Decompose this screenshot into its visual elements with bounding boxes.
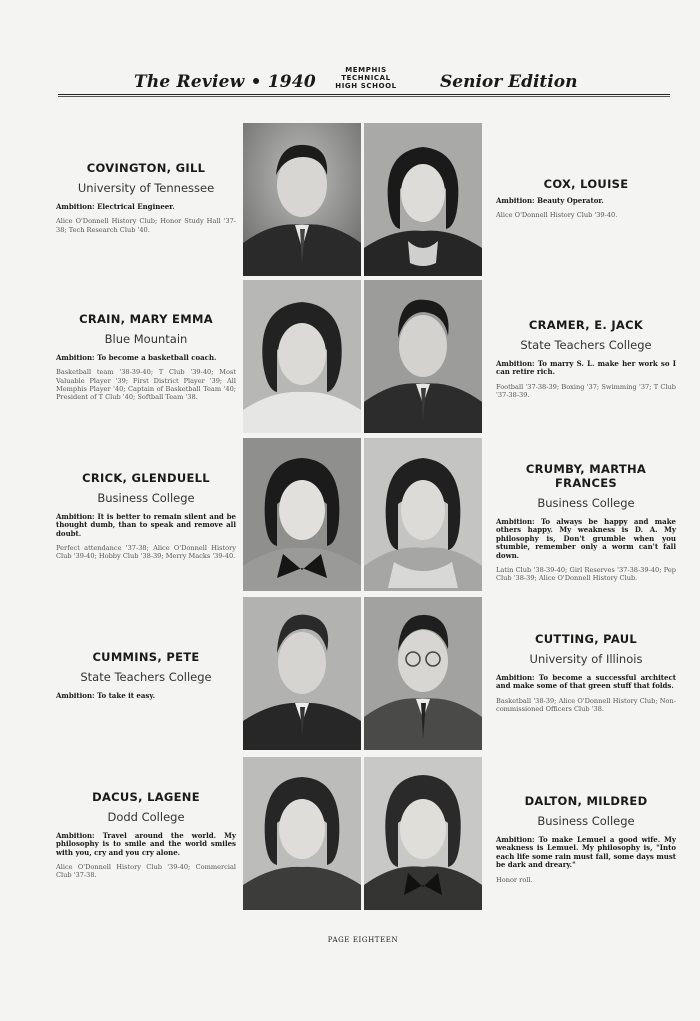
student-entry: [56, 161, 236, 234]
student-entry: [496, 462, 676, 582]
student-name: COX, LOUISE: [543, 177, 629, 191]
portrait-photo: [364, 123, 482, 276]
student-name: CUMMINS, PETE: [92, 650, 200, 664]
portrait-photo: [243, 597, 361, 750]
portrait-photo: [243, 757, 361, 910]
student-name: CRICK, GLENDUELL: [82, 471, 210, 485]
student-entry: [56, 650, 236, 706]
student-activities: Perfect attendance '37-38; Alice O'Donnell History Club '39-40; Hobby Club '38-39; Merry Macks '39-40.: [56, 544, 236, 561]
student-ambition: Ambition: To become a basketball coach.: [56, 353, 217, 362]
student-entry: [56, 312, 236, 401]
student-activities: Alice O'Donnell History Club '39-40.: [496, 211, 618, 220]
portrait-photo: [243, 280, 361, 433]
portrait-photo: [364, 597, 482, 750]
student-school: State Teachers College: [80, 670, 212, 684]
masthead-title: The Review • 1940: [134, 72, 316, 92]
student-entry: [496, 318, 676, 399]
student-entry: [496, 632, 676, 713]
student-entry: [496, 794, 676, 884]
student-activities: Alice O'Donnell History Club; Honor Study Hall '37-38; Tech Research Club '40.: [56, 217, 236, 234]
student-school: University of Illinois: [529, 652, 643, 666]
student-entry: [496, 177, 676, 220]
student-activities: Football '37-38-39; Boxing '37; Swimming '37; T Club '37-38-39.: [496, 382, 676, 400]
page-number: PAGE EIGHTEEN: [327, 936, 399, 944]
student-name: CRUMBY, MARTHA FRANCES: [525, 462, 647, 490]
masthead: [58, 66, 670, 96]
portrait-photo: [243, 438, 361, 591]
masthead-school: MEMPHIS TECHNICAL HIGH SCHOOL: [335, 66, 397, 90]
student-activities: Honor roll.: [496, 875, 533, 884]
student-ambition: Ambition: Travel around the world. My philosophy is to smile and the world smiles with you, cry and you cry alone.: [56, 831, 236, 857]
student-name: CUTTING, PAUL: [535, 632, 637, 646]
student-ambition: Ambition: To marry S. L. make her work so I can retire rich.: [496, 359, 676, 377]
student-ambition: Ambition: Electrical Engineer.: [56, 202, 175, 211]
portrait-photo: [243, 123, 361, 276]
student-entry: [56, 790, 236, 880]
student-name: COVINGTON, GILL: [86, 161, 206, 175]
portrait-photo: [364, 757, 482, 910]
student-ambition: Ambition: To make Lemuel a good wife. My weakness is Lemuel. My philosophy is, "Into each life some rain must fall, some days must be dark and dreary.": [496, 835, 676, 870]
student-ambition: Ambition: To take it easy.: [56, 691, 156, 700]
masthead-edition: Senior Edition: [440, 72, 578, 92]
portrait-photo: [364, 280, 482, 433]
student-school: Business College: [97, 491, 195, 505]
student-activities: Latin Club '38-39-40; Girl Reserves '37-38-39-40; Pep Club '38-39; Alice O'Donnell History Club.: [496, 566, 676, 583]
student-name: DACUS, LAGENE: [92, 790, 200, 804]
student-ambition: Ambition: Beauty Operator.: [496, 196, 604, 205]
student-school: University of Tennessee: [77, 181, 215, 195]
masthead-rule: [58, 94, 670, 97]
student-school: Business College: [537, 814, 635, 828]
student-activities: Basketball '38-39; Alice O'Donnell History Club; Non-commissioned Officers Club '38.: [496, 696, 676, 714]
student-activities: Basketball team '38-39-40; T Club '39-40; Most Valuable Player '39; First District Player '39; All Memphis Player '40; Captain of Basketball Team '40; President of T Club '40; Softball Team '38.: [56, 368, 236, 402]
student-ambition: Ambition: To become a successful architect and make some of that green stuff that folds.: [496, 673, 676, 691]
student-ambition: Ambition: To always be happy and make others happy. My weakness is D. A. My philosophy is, Don't grumble when you stumble, remember only a worm can't fall down.: [496, 517, 676, 560]
student-name: CRAIN, MARY EMMA: [79, 312, 213, 326]
student-school: State Teachers College: [520, 338, 652, 352]
student-activities: Alice O'Donnell History Club '39-40; Commercial Club '37-38.: [56, 863, 236, 880]
student-name: CRAMER, E. JACK: [528, 318, 644, 332]
student-ambition: Ambition: It is better to remain silent and be thought dumb, than to speak and remove all doubt.: [56, 512, 236, 538]
student-school: Blue Mountain: [104, 332, 188, 346]
student-entry: [56, 471, 236, 561]
student-name: DALTON, MILDRED: [524, 794, 648, 808]
student-school: Business College: [537, 496, 635, 510]
student-school: Dodd College: [107, 810, 185, 824]
portrait-photo: [364, 438, 482, 591]
